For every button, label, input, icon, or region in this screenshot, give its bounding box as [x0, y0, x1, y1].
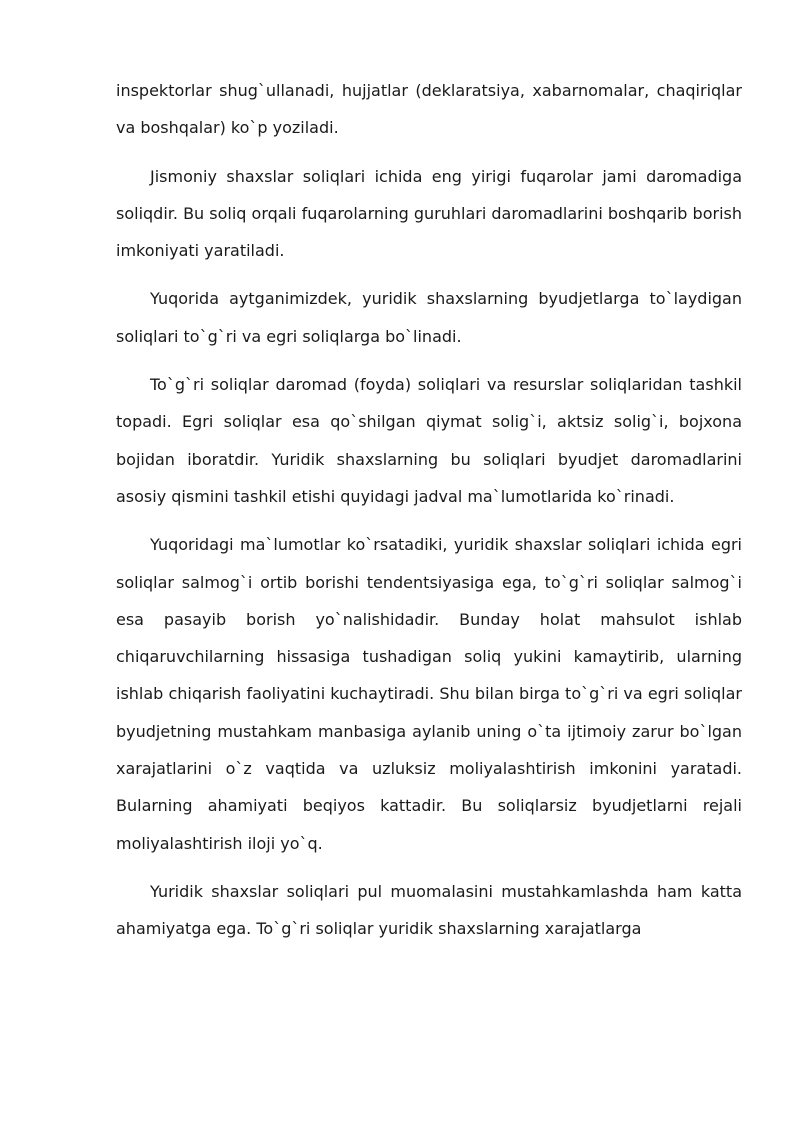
paragraph-tax-share-trends: Yuqoridagi ma`lumotlar ko`rsatadiki, yuridik shaxslar soliqlari ichida egri soliqlar salmog`i ortib borishi tendentsiyasiga ega, to`g`ri soliqlar salmog`i esa pasayib borish yo`nalishidadir. Bunday holat mahsulot ishlab chiqaruvchilarning hissasiga tushadigan soliq yukini kamaytirib, ularning ishlab chiqarish faoliyatini kuchaytiradi. Shu bilan birga to`g`ri va egri soliqlar byudjetning mustahkam manbasiga aylanib uning o`ta ijtimoiy zarur bo`lgan xarajatlarini o`z vaqtida va uzluksiz moliyalashtirish imkonini yaratadi. Bularning ahamiyati beqiyos kattadir. Bu soliqlarsiz byudjetlarni rejali moliyalashtirish iloji yo`q.: [116, 535, 742, 853]
document-page: [116, 72, 742, 959]
paragraph-money-circulation: Yuridik shaxslar soliqlari pul muomalasini mustahkamlashda ham katta ahamiyatga ega. To`g`ri soliqlar yuridik shaxslarning xarajatlarga: [116, 881, 742, 939]
paragraph-legal-entity-taxes: Yuqorida aytganimizdek, yuridik shaxslarning byudjetlarga to`laydigan soliqlari to`g`ri va egri soliqlarga bo`linadi.: [116, 289, 742, 346]
paragraph-continued: inspektorlar shug`ullanadi, hujjatlar (deklaratsiya, xabarnomalar, chaqiriqlar va boshqalar) ko`p yoziladi.: [116, 81, 742, 138]
paragraph-direct-indirect-taxes: To`g`ri soliqlar daromad (foyda) soliqlari va resurslar soliqlaridan tashkil topadi. Egri soliqlar esa qo`shilgan qiymat solig`i, aktsiz solig`i, bojxona bojidan iboratdir. Yuridik shaxslarning bu soliqlari byudjet daromadlarini asosiy qismini tashkil etishi quyidagi jadval ma`lumotlarida ko`rinadi.: [116, 375, 742, 506]
paragraph-individual-taxes: Jismoniy shaxslar soliqlari ichida eng yirigi fuqarolar jami daromadiga soliqdir. Bu soliq orqali fuqarolarning guruhlari daromadlarini boshqarib borish imkoniyati yaratiladi.: [116, 166, 742, 261]
